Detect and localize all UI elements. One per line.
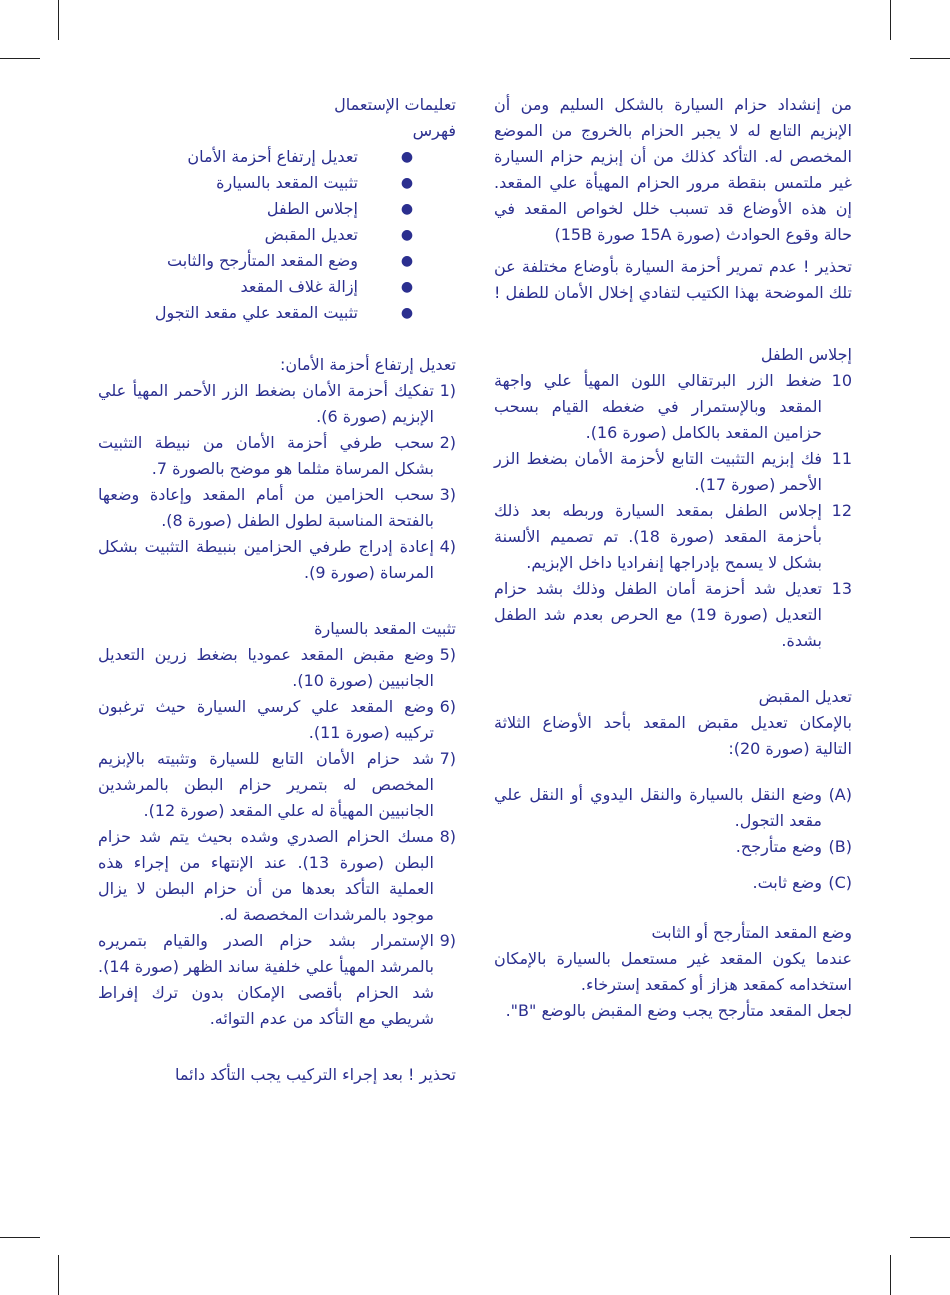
toc-item[interactable]	[98, 222, 456, 248]
toc-item-label: تعديل إرتفاع أحزمة الأمان	[187, 147, 358, 166]
step-number: 1)	[439, 381, 456, 400]
section-title-handle: تعديل المقبض	[758, 687, 852, 706]
step-number: 11	[831, 449, 852, 468]
step-item	[98, 378, 456, 430]
position-label: (A)	[828, 785, 852, 804]
crop-mark	[890, 1255, 891, 1295]
position-text: وضع ثابت.	[752, 873, 822, 892]
step-item	[98, 928, 456, 1032]
step-item	[98, 694, 456, 746]
left-column	[98, 92, 456, 1088]
rocking-paragraph-1: عندما يكون المقعد غير مستعمل بالسيارة بالإمكان استخدامه كمقعد هزاز أو كمقعد إسترخاء.	[494, 949, 852, 994]
step-item	[98, 482, 456, 534]
step-number: 5)	[439, 645, 456, 664]
step-number: 12	[831, 501, 852, 520]
step-number: 8)	[439, 827, 456, 846]
position-text: وضع متأرجح.	[735, 837, 822, 856]
step-text: إجلاس الطفل بمقعد السيارة وربطه بعد ذلك بأحزمة المقعد (صورة 18). تم تصميم الألسنة بشكل لا يسمح بإدراجها إنفراديا داخل الإبزيم.	[494, 501, 823, 572]
crop-mark	[910, 1237, 950, 1238]
section-title-seat-child: إجلاس الطفل	[760, 345, 852, 364]
step-number: 6)	[439, 697, 456, 716]
crop-mark	[0, 58, 40, 59]
position-item	[494, 834, 852, 860]
instructions-title: تعليمات الإستعمال	[334, 95, 456, 114]
section-title-height: تعديل إرتفاع أحزمة الأمان:	[279, 355, 456, 374]
toc-item-label: تثبيت المقعد علي مقعد التجول	[154, 303, 358, 322]
step-text: وضع المقعد علي كرسي السيارة حيث ترغبون تركيبه (صورة 11).	[98, 697, 434, 742]
step-number: 2)	[439, 433, 456, 452]
table-of-contents	[98, 144, 456, 326]
toc-item[interactable]	[98, 274, 456, 300]
index-title: فهرس	[412, 121, 456, 140]
toc-item[interactable]	[98, 170, 456, 196]
step-text: تفكيك أحزمة الأمان بضغط الزر الأحمر المهيأ علي الإبزيم (صورة 6).	[98, 381, 434, 426]
bullet-icon: ●	[400, 175, 414, 191]
step-item	[494, 576, 852, 654]
toc-item[interactable]	[98, 144, 456, 170]
position-text: وضع النقل بالسيارة والنقل اليدوي أو النقل علي مقعد التجول.	[494, 785, 822, 830]
step-item	[98, 824, 456, 928]
crop-mark	[890, 0, 891, 40]
toc-item[interactable]	[98, 300, 456, 326]
step-list-seat-child	[494, 368, 852, 654]
step-text: وضع مقبض المقعد عموديا بضغط زرين التعديل الجانبيين (صورة 10).	[98, 645, 434, 690]
toc-item[interactable]	[98, 248, 456, 274]
step-item	[494, 368, 852, 446]
crop-mark	[910, 58, 950, 59]
step-text: سحب طرفي أحزمة الأمان من نبيطة التثبيت بشكل المرساة مثلما هو موضح بالصورة 7.	[98, 433, 434, 478]
right-column	[494, 92, 852, 1024]
bullet-icon: ●	[400, 305, 414, 321]
handle-paragraph: بالإمكان تعديل مقبض المقعد بأحد الأوضاع الثلاثة التالية (صورة 20):	[494, 713, 852, 758]
step-number: 4)	[439, 537, 456, 556]
step-item	[494, 446, 852, 498]
bullet-icon: ●	[400, 201, 414, 217]
intro-paragraph: من إنشداد حزام السيارة بالشكل السليم ومن أن الإبزيم التابع له لا يجبر الحزام بالخروج من الموضع المخصص له. التأكد كذلك من أن إبزيم حزام السيارة غير ملتمس بنقطة مرور الحزام المهيأة علي المقعد. إن هذه الأوضاع قد تسبب خلل لخواص المقعد في حالة وقوع الحوادث (صورة 15A صورة 15B)	[494, 95, 852, 244]
step-text: الإستمرار بشد حزام الصدر والقيام بتمريره بالمرشد المهيأ علي خلفية ساند الظهر (صورة 14). شد الحزام بأقصى الإمكان بدون ترك إفراط شريطي مع التأكد من عدم التوائه.	[98, 931, 434, 1028]
step-text: تعديل شد أحزمة أمان الطفل وذلك بشد حزام التعديل (صورة 19) مع الحرص بعدم شد الطفل بشدة.	[494, 579, 823, 650]
warning-paragraph: تحذير ! بعد إجراء التركيب يجب التأكد دائما	[175, 1065, 456, 1084]
step-text: ضغط الزر البرتقالي اللون المهيأ علي واجهة المقعد وبالإستمرار في ضغطه القيام بسحب حزامين المقعد بالكامل (صورة 16).	[494, 371, 822, 442]
step-item	[98, 430, 456, 482]
step-item	[98, 534, 456, 586]
step-number: 3)	[439, 485, 456, 504]
position-label: (B)	[828, 837, 852, 856]
step-text: إعادة إدراج طرفي الحزامين بنبيطة التثبيت بشكل المرساة (صورة 9).	[98, 537, 434, 582]
rocking-paragraph-2: لجعل المقعد متأرجح يجب وضع المقبض بالوضع "B".	[505, 1001, 852, 1020]
step-text: مسك الحزام الصدري وشده بحيث يتم شد حزام البطن (صورة 13). عند الإنتهاء من إجراء هذه العملية التأكد بعدها من أن حزام البطن لا يزال موجود بالمرشدات المخصصة له.	[98, 827, 434, 924]
crop-mark	[58, 0, 59, 40]
step-list-height	[98, 378, 456, 586]
step-item	[98, 746, 456, 824]
section-title-install: تثبيت المقعد بالسيارة	[314, 619, 456, 638]
step-text: فك إبزيم التثبيت التابع لأحزمة الأمان بضغط الزر الأحمر (صورة 17).	[494, 449, 822, 494]
toc-item-label: إزالة غلاف المقعد	[240, 277, 358, 296]
bullet-icon: ●	[400, 279, 414, 295]
step-text: سحب الحزامين من أمام المقعد وإعادة وضعها بالفتحة المناسبة لطول الطفل (صورة 8).	[98, 485, 434, 530]
crop-mark	[0, 1237, 40, 1238]
step-item	[494, 498, 852, 576]
step-number: 9)	[439, 931, 456, 950]
position-item	[494, 782, 852, 834]
section-title-rocking: وضع المقعد المتأرجح أو الثابت	[651, 923, 852, 942]
step-text: شد حزام الأمان التابع للسيارة وتثبيته بالإبزيم المخصص له بتمرير حزام البطن بالمرشدين الجانبيين المهيأة له علي المقعد (صورة 12).	[98, 749, 434, 820]
bullet-icon: ●	[400, 227, 414, 243]
toc-item[interactable]	[98, 196, 456, 222]
position-list	[494, 782, 852, 896]
position-item	[494, 870, 852, 896]
step-list-install	[98, 642, 456, 1032]
toc-item-label: وضع المقعد المتأرجح والثابت	[167, 251, 358, 270]
bullet-icon: ●	[400, 149, 414, 165]
position-label: (C)	[828, 873, 852, 892]
step-number: 10	[831, 371, 852, 390]
step-number: 13	[831, 579, 852, 598]
step-item	[98, 642, 456, 694]
bullet-icon: ●	[400, 253, 414, 269]
toc-item-label: تثبيت المقعد بالسيارة	[216, 173, 358, 192]
step-number: 7)	[439, 749, 456, 768]
warning-paragraph: تحذير ! عدم تمرير أحزمة السيارة بأوضاع مختلفة عن تلك الموضحة بهذا الكتيب لتفادي إخلال الأمان للطفل !	[494, 257, 852, 302]
toc-item-label: إجلاس الطفل	[266, 199, 358, 218]
toc-item-label: تعديل المقبض	[264, 225, 358, 244]
crop-mark	[58, 1255, 59, 1295]
